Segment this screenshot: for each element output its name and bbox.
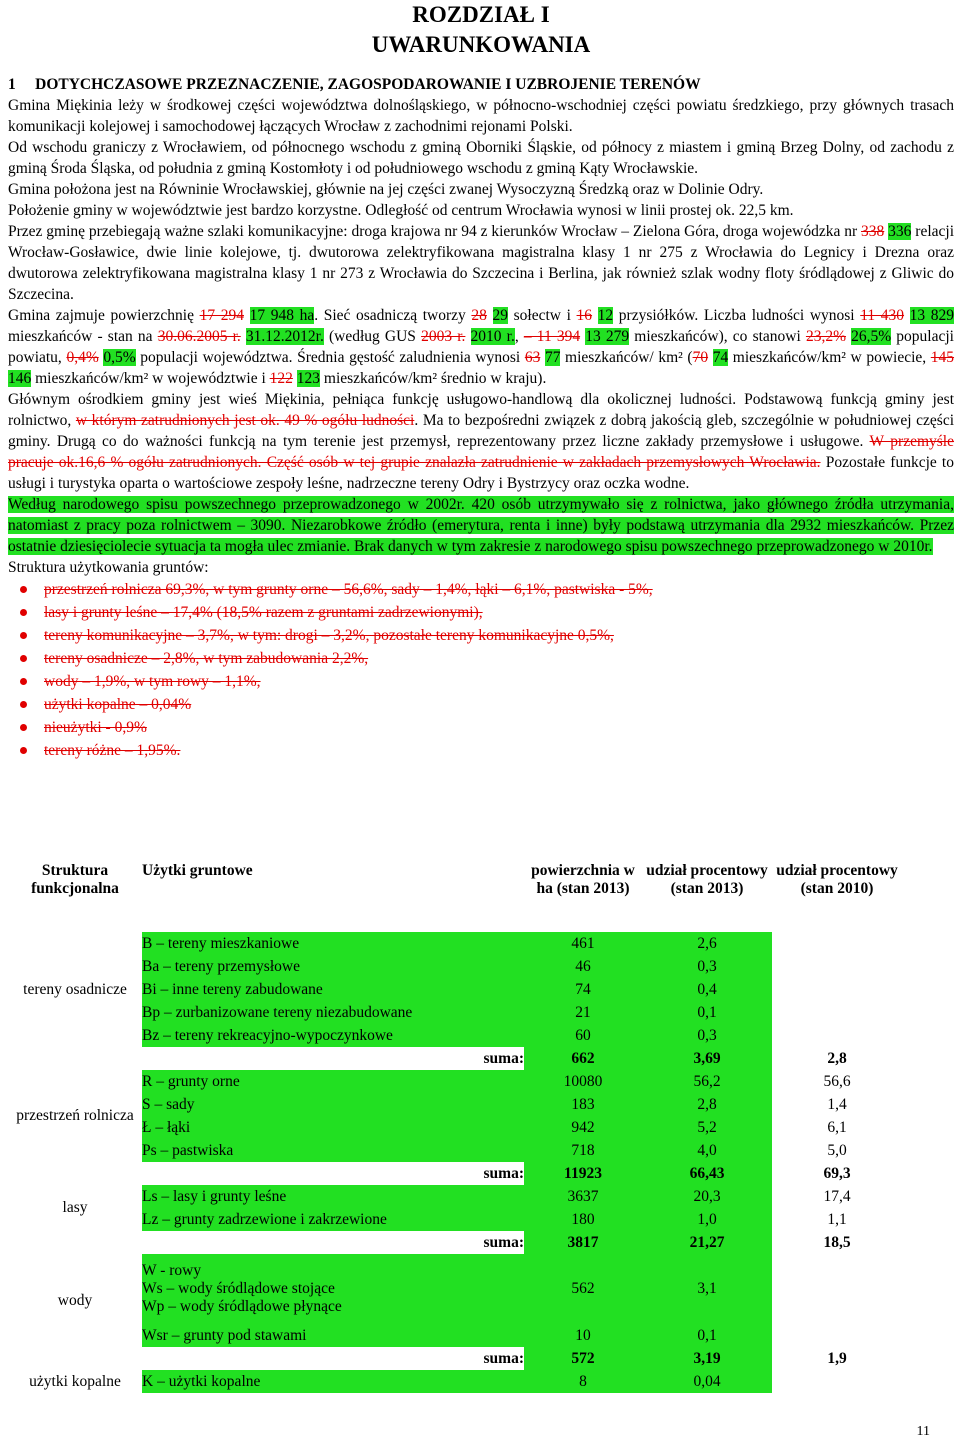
table-row xyxy=(8,1254,902,1324)
text: . Sieć osadniczą tworzy xyxy=(314,307,472,324)
paragraph-location: Gmina Miękinia leży w środkowej części województwa dolnośląskiego, w północno-wschodniej części powiatu średzkiego, przy głównych trasach komunikacji kolejowej i samochodowej łączących Wrocław z zachodnimi rejonami Polski. xyxy=(8,97,954,135)
inserted-text: 13 279 xyxy=(585,328,630,345)
inserted-text: 13 829 xyxy=(909,307,955,324)
cell: 3,69 xyxy=(642,1047,772,1070)
cell: 0,1 xyxy=(642,1001,772,1024)
inserted-text: 0,5% xyxy=(103,349,136,366)
text: . Ma to bezpośredni związek z dobrą jakością gleb, szczególnie w południowej części gminy. Drugą co do ważności funkcją na tym terenie jest przemysł, reprezentowany przez liczne zakłady przemysłowe i usługowe. xyxy=(8,412,955,450)
cell: Ł – łąki xyxy=(142,1116,524,1139)
inserted-text: 26,5% xyxy=(851,328,892,345)
inserted-text: 336 xyxy=(888,223,912,240)
paragraph-transport xyxy=(8,221,954,305)
header-land: Użytki gruntowe xyxy=(142,862,253,879)
sum-row xyxy=(8,1162,902,1185)
cell: 5,0 xyxy=(827,1141,847,1159)
text: Pozostałe funkcje to usługi i turystyka oparta o wartościowe zespoły leśne, nadrzeczne tereny Odry i Bystrzycy oraz oczka wodne. xyxy=(8,454,954,492)
cell: Wsr – grunty pod stawami xyxy=(142,1324,524,1347)
cell: 3817 xyxy=(524,1231,642,1254)
inserted-text: 2010 r. xyxy=(470,328,515,345)
paragraph-census xyxy=(8,494,954,557)
list-item: tereny różne – 1,95%. xyxy=(16,739,954,762)
text: populacji województwa. Średnia gęstość zaludnienia wynosi xyxy=(135,349,525,366)
cell: 0,04 xyxy=(642,1370,772,1393)
table-row xyxy=(8,1116,902,1139)
cell xyxy=(772,1324,902,1347)
cell: 21,27 xyxy=(642,1231,772,1254)
paragraph-functions xyxy=(8,389,954,494)
cell: R – grunty orne xyxy=(142,1070,524,1093)
cell: 0,3 xyxy=(642,955,772,978)
list-item: wody – 1,9%, w tym rowy – 1,1%, xyxy=(16,670,954,693)
table-row xyxy=(8,1185,902,1208)
table-row xyxy=(8,1370,902,1393)
cell: 1,4 xyxy=(827,1095,847,1113)
deleted-text: 122 xyxy=(269,370,293,387)
inserted-text: 123 xyxy=(296,370,321,387)
text: sołectw i xyxy=(508,307,577,324)
cell: 4,0 xyxy=(642,1139,772,1162)
text: przysiółków. Liczba ludności wynosi xyxy=(613,307,861,324)
paragraph-position: Położenie gminy w województwie jest bardzo korzystne. Odległość od centrum Wrocławia wynosi w linii prostej ok. 22,5 km. xyxy=(8,202,794,219)
chapter-title xyxy=(8,0,954,60)
paragraph-population xyxy=(8,305,954,389)
table-row xyxy=(8,1324,902,1347)
cell: 662 xyxy=(524,1047,642,1070)
cell xyxy=(772,1370,902,1393)
cell: 56,6 xyxy=(823,1072,851,1090)
cell: 69,3 xyxy=(823,1164,851,1182)
sum-label: suma: xyxy=(483,1349,524,1367)
table-row xyxy=(8,932,902,955)
sum-row xyxy=(8,1047,902,1070)
header-structure: Struktura funkcjonalna xyxy=(31,862,119,897)
deleted-text: 2003 r. xyxy=(421,328,466,345)
cell xyxy=(772,932,902,955)
group-label: wody xyxy=(57,1291,93,1309)
cell: 461 xyxy=(524,932,642,955)
list-item: lasy i grunty leśne – 17,4% (18,5% razem z gruntami zadrzewionymi), xyxy=(16,601,954,624)
cell: Ba – tereny przemysłowe xyxy=(142,955,524,978)
cell: B – tereny mieszkaniowe xyxy=(142,932,524,955)
deleted-text: 17 294 xyxy=(199,307,244,324)
cell: 10 xyxy=(524,1324,642,1347)
deleted-text: – 11 394 xyxy=(523,328,581,345)
inserted-text: 77 xyxy=(544,349,561,366)
section-heading: 1 DOTYCHCZASOWE PRZEZNACZENIE, ZAGOSPODAROWANIE I UZBROJENIE TERENÓW xyxy=(8,76,701,93)
deleted-text: w którym zatrudnionych jest ok. 49 % ogółu ludności xyxy=(75,412,415,429)
text: mieszkańców/ km² ( xyxy=(560,349,693,366)
group-label: tereny osadnicze xyxy=(23,980,127,998)
cell: 18,5 xyxy=(823,1233,851,1251)
table-row xyxy=(8,1001,902,1024)
text: , xyxy=(514,328,524,345)
cell: 562 xyxy=(524,1254,642,1324)
table-row xyxy=(8,1093,902,1116)
deleted-text: 70 xyxy=(692,349,709,366)
inserted-text: 74 xyxy=(712,349,729,366)
cell: 20,3 xyxy=(642,1185,772,1208)
cell: 1,0 xyxy=(642,1208,772,1231)
deleted-text: W przemyśle pracuje ok.16,6 % ogółu zatrudnionych. Część osób w tej grupie znalazła zatrudnienie w zakładach przemysłowych Wrocławia. xyxy=(8,433,954,471)
cell xyxy=(142,1254,524,1324)
cell xyxy=(8,1047,142,1070)
paragraph-geography: Gmina położona jest na Równinie Wrocławskiej, głównie na jej części zwanej Wysoczyzną Średzką oraz w Dolinie Odry. xyxy=(8,181,764,198)
deleted-text: 0,4% xyxy=(66,349,99,366)
page-number: 11 xyxy=(916,1424,930,1439)
cell: 6,1 xyxy=(827,1118,847,1136)
deleted-text: 16 xyxy=(576,307,593,324)
sum-row xyxy=(8,1347,902,1370)
text: mieszkańców/km² w powiecie, xyxy=(728,349,931,366)
cell xyxy=(8,1231,142,1254)
document-page xyxy=(8,0,954,762)
sum-label: suma: xyxy=(483,1049,524,1067)
paragraph-borders: Od wschodu graniczy z Wrocławiem, od północnego wschodu z gminą Oborniki Śląskie, od północy z miastem i gminą Brzeg Dolny, od zachodu z gminą Środa Śląska, od południa z gminą Kostomłoty i od południowego wschodu z gminą Kąty Wrocławskie. xyxy=(8,139,954,177)
cell: Ps – pastwiska xyxy=(142,1139,524,1162)
cell: 0,1 xyxy=(642,1324,772,1347)
cell: 2,6 xyxy=(642,932,772,955)
deleted-text: 28 xyxy=(471,307,487,324)
cell xyxy=(8,1162,142,1185)
cell: Lz – grunty zadrzewione i zakrzewione xyxy=(142,1208,524,1231)
cell-line: W - rowy xyxy=(142,1262,202,1279)
inserted-text: 29 xyxy=(492,307,509,324)
header-area: powierzchnia w ha (stan 2013) xyxy=(531,862,635,897)
cell: 2,8 xyxy=(827,1049,847,1067)
cell: 1,1 xyxy=(827,1210,847,1228)
cell-line: Ws – wody śródlądowe stojące xyxy=(142,1280,335,1297)
inserted-text: 12 xyxy=(597,307,614,324)
cell: 0,4 xyxy=(642,978,772,1001)
cell: 718 xyxy=(524,1139,642,1162)
group-label: przestrzeń rolnicza xyxy=(16,1107,134,1124)
cell: 3637 xyxy=(524,1185,642,1208)
table-row xyxy=(8,955,902,978)
cell: 2,8 xyxy=(642,1093,772,1116)
land-use-list xyxy=(8,578,954,762)
table-row xyxy=(8,1070,902,1093)
cell-line: Wp – wody śródlądowe płynące xyxy=(142,1298,342,1315)
cell xyxy=(772,1254,902,1324)
text: mieszkańców/km² w województwie i xyxy=(31,370,270,387)
table-row xyxy=(8,1139,902,1162)
text: relacji Wrocław-Gosławice, dwie linie kolejowe, tj. dwutorowa zelektryfikowana magistralna klasy 1 nr 275 z Wrocławia do Legnicy i Drezna oraz dwutorowa zelektryfikowana magistralna klasy 1 nr 273 z Wrocławia do Szczecina i Berlina, jak również szlak wodny floty śródlądowej z Gliwic do Szczecina. xyxy=(8,223,955,303)
title-line-1: ROZDZIAŁ I xyxy=(412,2,550,27)
deleted-text: 11 430 xyxy=(860,307,905,324)
cell: Bi – inne tereny zabudowane xyxy=(142,978,524,1001)
text: mieszkańców/km² średnio w kraju). xyxy=(320,370,547,387)
inserted-text: Według narodowego spisu powszechnego przeprowadzonego w 2002r. 420 osób utrzymywało się z rolnictwa, jako głównego źródła utrzymania, natomiast z pracy poza rolnictwem – 3090. Niezarobkowe źródło (emerytura, renta i inne) były podstawą utrzymania dla 2932 mieszkańców. Przez ostatnie dziesięciolecie sytuacja ta mogła ulec zmianie. Brak danych w tym zakresie z narodowego spisu powszechnego przeprowadzonego w 2010r. xyxy=(8,496,954,555)
text: (według GUS xyxy=(323,328,422,345)
header-share-2013: udział procentowy (stan 2013) xyxy=(646,862,768,897)
cell xyxy=(772,1024,902,1047)
list-item: tereny komunikacyjne – 3,7%, w tym: drogi – 3,2%, pozostałe tereny komunikacyjne 0,5%, xyxy=(16,624,954,647)
cell: 572 xyxy=(524,1347,642,1370)
cell: 74 xyxy=(524,978,642,1001)
group-label: użytki kopalne xyxy=(29,1372,121,1390)
list-item: użytki kopalne – 0,04% xyxy=(16,693,954,716)
cell: 3,1 xyxy=(642,1254,772,1324)
cell: 21 xyxy=(524,1001,642,1024)
inserted-text: 31.12.2012r. xyxy=(245,328,324,345)
cell: 10080 xyxy=(524,1070,642,1093)
cell: 0,3 xyxy=(642,1024,772,1047)
land-use-table xyxy=(8,862,902,1393)
deleted-text: 63 xyxy=(524,349,541,366)
table-header-row xyxy=(8,862,902,932)
cell xyxy=(8,1347,142,1370)
deleted-text: 338 xyxy=(861,223,885,240)
cell: 60 xyxy=(524,1024,642,1047)
sum-label: suma: xyxy=(483,1164,524,1182)
cell: 8 xyxy=(524,1370,642,1393)
text: Gmina zajmuje powierzchnię xyxy=(8,307,200,324)
cell: 1,9 xyxy=(827,1349,847,1367)
cell: 17,4 xyxy=(823,1187,851,1205)
text: Przez gminę przebiegają ważne szlaki komunikacyjne: droga krajowa nr 94 z kierunków Wrocław – Zielona Góra, droga wojewódzka nr xyxy=(8,223,862,240)
deleted-text: 145 xyxy=(930,349,955,366)
cell: 183 xyxy=(524,1093,642,1116)
sum-label: suma: xyxy=(483,1233,524,1251)
cell: S – sady xyxy=(142,1093,524,1116)
table-row xyxy=(8,978,902,1001)
cell xyxy=(772,955,902,978)
title-line-2: UWARUNKOWANIA xyxy=(371,32,591,57)
cell: 5,2 xyxy=(642,1116,772,1139)
text: populacji powiatu, xyxy=(8,328,954,366)
inserted-text: 146 xyxy=(8,370,32,387)
group-label: lasy xyxy=(62,1199,88,1216)
land-use-heading: Struktura użytkowania gruntów: xyxy=(8,559,209,576)
cell: 56,2 xyxy=(642,1070,772,1093)
list-item: przestrzeń rolnicza 69,3%, w tym grunty orne – 56,6%, sady – 1,4%, łąki – 6,1%, pastwiska - 5%, xyxy=(16,578,954,601)
cell: 180 xyxy=(524,1208,642,1231)
inserted-text: 17 948 ha xyxy=(249,307,315,324)
text: mieszkańców - stan na xyxy=(8,328,158,345)
list-item: tereny osadnicze – 2,8%, w tym zabudowania 2,2%, xyxy=(16,647,954,670)
sum-row xyxy=(8,1231,902,1254)
cell: 942 xyxy=(524,1116,642,1139)
cell: Ls – lasy i grunty leśne xyxy=(142,1185,524,1208)
cell: 3,19 xyxy=(642,1347,772,1370)
text: Głównym ośrodkiem gminy jest wieś Miękinia, pełniąca funkcję usługowo-handlową dla okolicznej ludności. Podstawową funkcją gminy jest rolnictwo, xyxy=(8,391,954,429)
table-row xyxy=(8,1208,902,1231)
cell: 66,43 xyxy=(642,1162,772,1185)
text: mieszkańców), co stanowi xyxy=(629,328,806,345)
cell: K – użytki kopalne xyxy=(142,1370,524,1393)
cell: 11923 xyxy=(524,1162,642,1185)
deleted-text: 23,2% xyxy=(805,328,846,345)
table-row xyxy=(8,1024,902,1047)
list-item: nieużytki - 0,9% xyxy=(16,716,954,739)
cell xyxy=(772,1001,902,1024)
cell: Bp – zurbanizowane tereny niezabudowane xyxy=(142,1001,524,1024)
header-share-2010: udział procentowy (stan 2010) xyxy=(776,862,898,897)
cell: 46 xyxy=(524,955,642,978)
deleted-text: 30.06.2005 r. xyxy=(157,328,241,345)
cell: Bz – tereny rekreacyjno-wypoczynkowe xyxy=(142,1024,524,1047)
cell xyxy=(772,978,902,1001)
